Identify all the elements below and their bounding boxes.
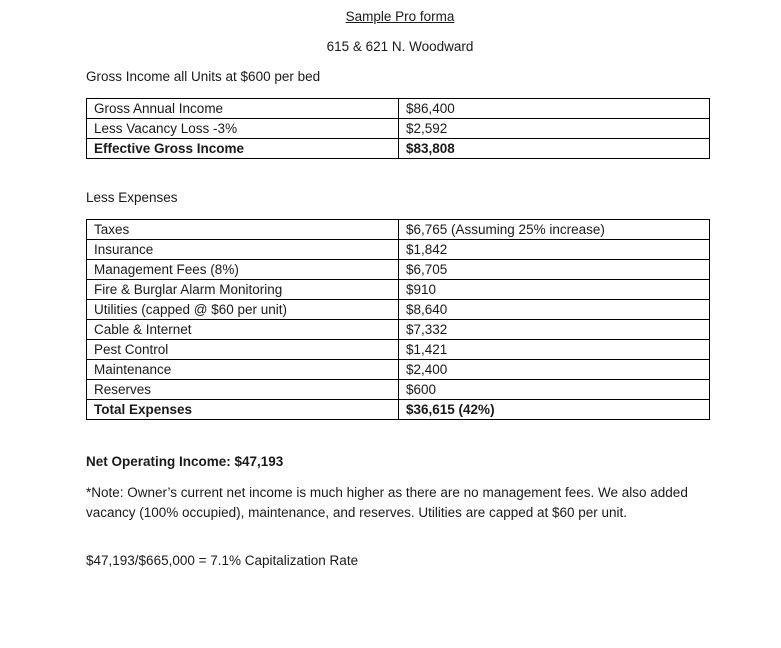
- expense-label: Pest Control: [87, 340, 399, 360]
- owner-note: *Note: Owner’s current net income is much higher as there are no management fees. We also added vacancy (100% occupied), maintenance, and reserves. Utilities are capped at $60 per unit.: [86, 485, 688, 520]
- income-table: [86, 98, 710, 159]
- expense-value: $910: [399, 280, 710, 300]
- income-value: $86,400: [399, 99, 710, 119]
- income-heading: Gross Income all Units at $600 per bed: [86, 69, 321, 84]
- income-value: $83,808: [399, 139, 710, 159]
- expense-label: Utilities (capped @ $60 per unit): [87, 300, 399, 320]
- expense-label: Maintenance: [87, 360, 399, 380]
- capitalization-rate: $47,193/$665,000 = 7.1% Capitalization Rate: [86, 553, 359, 568]
- expense-value: $600: [399, 380, 710, 400]
- table-row: [87, 220, 710, 240]
- table-row-total: [87, 400, 710, 420]
- expense-value: $2,400: [399, 360, 710, 380]
- expense-label: Insurance: [87, 240, 399, 260]
- table-row: [87, 320, 710, 340]
- table-row: [87, 99, 710, 119]
- table-row: [87, 280, 710, 300]
- table-row: [87, 380, 710, 400]
- table-row: [87, 300, 710, 320]
- expense-label: Management Fees (8%): [87, 260, 399, 280]
- expense-value: $1,421: [399, 340, 710, 360]
- table-row: [87, 260, 710, 280]
- expense-value: $36,615 (42%): [399, 400, 710, 420]
- expense-label: Total Expenses: [87, 400, 399, 420]
- expense-label: Cable & Internet: [87, 320, 399, 340]
- income-label: Effective Gross Income: [87, 139, 399, 159]
- table-row: [87, 340, 710, 360]
- table-row-total: [87, 139, 710, 159]
- expenses-heading: Less Expenses: [86, 190, 178, 205]
- income-label: Gross Annual Income: [87, 99, 399, 119]
- income-value: $2,592: [399, 119, 710, 139]
- expense-value: $1,842: [399, 240, 710, 260]
- table-row: [87, 240, 710, 260]
- expenses-table: [86, 219, 710, 420]
- expense-label: Taxes: [87, 220, 399, 240]
- expense-label: Reserves: [87, 380, 399, 400]
- income-label: Less Vacancy Loss -3%: [87, 119, 399, 139]
- expense-value: $6,765 (Assuming 25% increase): [399, 220, 710, 240]
- expense-value: $6,705: [399, 260, 710, 280]
- expense-value: $8,640: [399, 300, 710, 320]
- table-row: [87, 119, 710, 139]
- document-title: Sample Pro forma: [345, 9, 455, 24]
- property-address: 615 & 621 N. Woodward: [326, 39, 474, 54]
- expense-value: $7,332: [399, 320, 710, 340]
- net-operating-income: Net Operating Income: $47,193: [86, 454, 284, 469]
- table-row: [87, 360, 710, 380]
- expense-label: Fire & Burglar Alarm Monitoring: [87, 280, 399, 300]
